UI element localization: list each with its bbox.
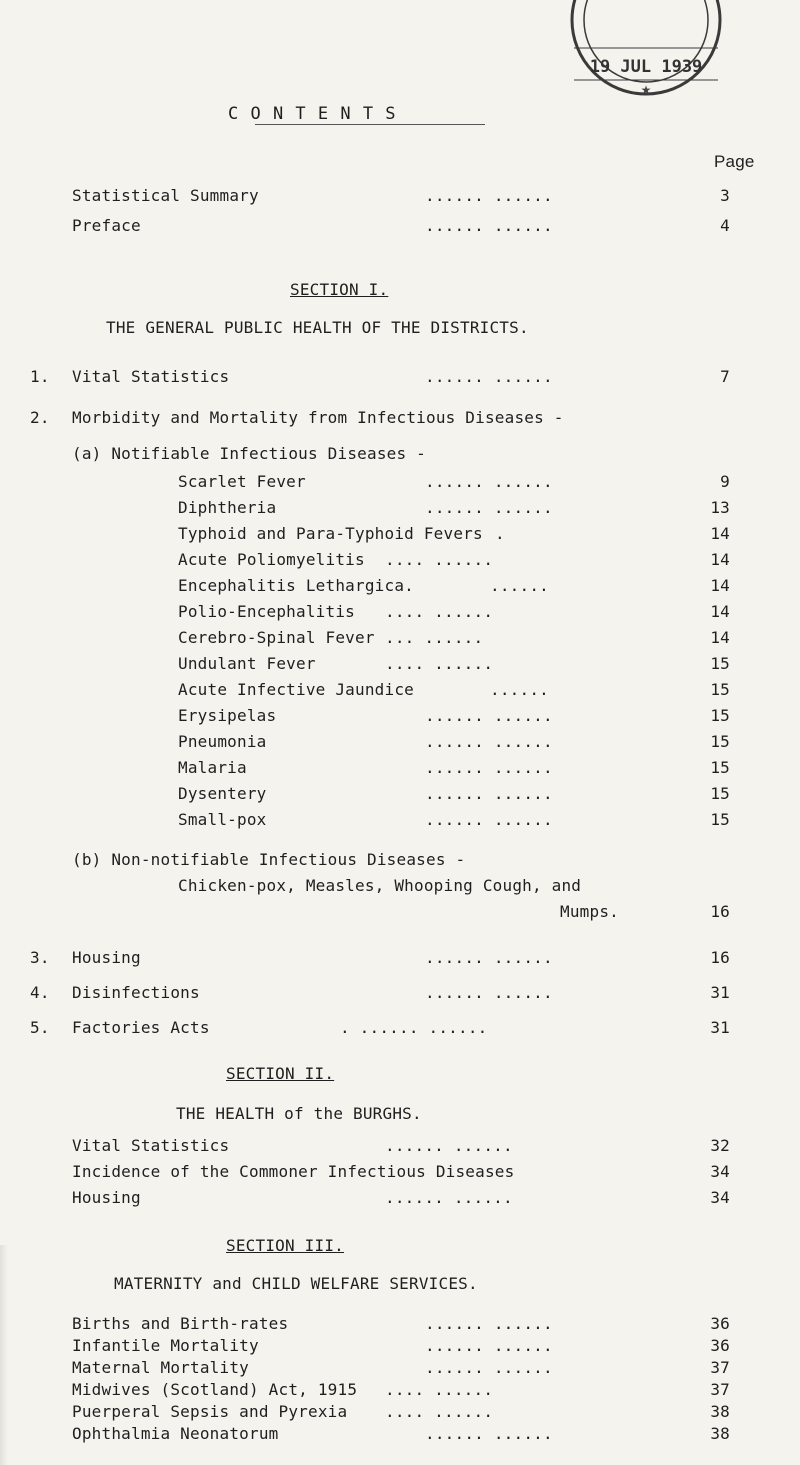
toc-page: 15	[710, 758, 730, 777]
item-number: 5.	[30, 1018, 50, 1037]
list-item: Acute Poliomyelitis	[178, 550, 365, 569]
toc-title-incidence: Incidence of the Commoner Infectious Diseases	[72, 1162, 515, 1181]
toc-title-burgh-housing: Housing	[72, 1188, 141, 1207]
toc-page: 15	[710, 706, 730, 725]
subsection-b-label: (b) Non-notifiable Infectious Diseases -	[72, 850, 466, 869]
list-item: Puerperal Sepsis and Pyrexia	[72, 1402, 348, 1421]
toc-dots: ...... ......	[425, 1314, 553, 1333]
list-item: Births and Birth-rates	[72, 1314, 289, 1333]
toc-title-morbidity: Morbidity and Mortality from Infectious Diseases -	[72, 408, 564, 427]
toc-dots: .... ......	[385, 550, 494, 569]
list-item: Typhoid and Para-Typhoid Fevers	[178, 524, 483, 543]
toc-dots: . ...... ......	[340, 1018, 488, 1037]
section-2-subtitle: THE HEALTH of the BURGHS.	[176, 1104, 422, 1123]
toc-title-vital-statistics: Vital Statistics	[72, 367, 230, 386]
toc-dots: ...... ......	[385, 1136, 513, 1155]
list-item: Small-pox	[178, 810, 267, 829]
toc-dots: .... ......	[385, 1402, 494, 1421]
toc-dots: ...... ......	[425, 472, 553, 491]
toc-page: 38	[710, 1424, 730, 1443]
title-rule	[255, 124, 485, 125]
list-item: Undulant Fever	[178, 654, 316, 673]
toc-dots: .	[495, 524, 505, 543]
subsection-a-label: (a) Notifiable Infectious Diseases -	[72, 444, 426, 463]
list-item: Pneumonia	[178, 732, 267, 751]
toc-page: 14	[710, 602, 730, 621]
list-item: Malaria	[178, 758, 247, 777]
toc-dots: ...... ......	[425, 498, 553, 517]
toc-page: 34	[710, 1188, 730, 1207]
toc-title-disinfections: Disinfections	[72, 983, 200, 1002]
toc-title-statistical-summary: Statistical Summary	[72, 186, 259, 205]
toc-page: 4	[720, 216, 730, 235]
toc-page: 16	[710, 902, 730, 921]
section-1-heading: SECTION I.	[290, 280, 389, 299]
section-1-subtitle: THE GENERAL PUBLIC HEALTH OF THE DISTRICTS.	[106, 318, 529, 337]
section-2-heading: SECTION II.	[226, 1064, 335, 1083]
toc-page: 9	[720, 472, 730, 491]
toc-page: 15	[710, 654, 730, 673]
toc-page: 15	[710, 732, 730, 751]
toc-dots: ......	[490, 576, 549, 595]
stamp-text: 19 JUL 1939	[589, 57, 703, 77]
toc-dots: ...... ......	[425, 1424, 553, 1443]
page-edge-shadow	[0, 1245, 8, 1465]
toc-page: 14	[710, 576, 730, 595]
list-item: Encephalitis Lethargica.	[178, 576, 414, 595]
toc-page: 16	[710, 948, 730, 967]
toc-dots: .... ......	[385, 1380, 494, 1399]
toc-title-burgh-vital-statistics: Vital Statistics	[72, 1136, 230, 1155]
toc-page: 13	[710, 498, 730, 517]
toc-page: 15	[710, 680, 730, 699]
list-item: Erysipelas	[178, 706, 277, 725]
toc-page: 14	[710, 524, 730, 543]
toc-page: 37	[710, 1358, 730, 1377]
toc-dots: ...... ......	[425, 810, 553, 829]
toc-page: 7	[720, 367, 730, 386]
toc-dots: ...... ......	[425, 706, 553, 725]
toc-page: 32	[710, 1136, 730, 1155]
toc-page: 36	[710, 1314, 730, 1333]
section-3-subtitle: MATERNITY and CHILD WELFARE SERVICES.	[114, 1274, 478, 1293]
list-item: Diphtheria	[178, 498, 277, 517]
item-number: 3.	[30, 948, 50, 967]
svg-text:★: ★	[640, 83, 652, 96]
toc-dots: ...... ......	[425, 1336, 553, 1355]
toc-page: 15	[710, 810, 730, 829]
list-item: Cerebro-Spinal Fever	[178, 628, 375, 647]
item-number: 1.	[30, 367, 50, 386]
toc-dots: ...... ......	[425, 948, 553, 967]
toc-dots: ... ......	[385, 628, 484, 647]
toc-page: 14	[710, 628, 730, 647]
page-column-label: Page	[714, 152, 755, 171]
section-3-heading: SECTION III.	[226, 1236, 344, 1255]
list-item: Acute Infective Jaundice	[178, 680, 414, 699]
toc-page: 34	[710, 1162, 730, 1181]
toc-dots: ...... ......	[425, 367, 553, 386]
toc-dots: .... ......	[385, 654, 494, 673]
toc-page: 38	[710, 1402, 730, 1421]
list-item: Scarlet Fever	[178, 472, 306, 491]
toc-dots: ...... ......	[425, 758, 553, 777]
toc-page: 37	[710, 1380, 730, 1399]
list-item: Polio-Encephalitis	[178, 602, 355, 621]
list-item: Infantile Mortality	[72, 1336, 259, 1355]
toc-page: 15	[710, 784, 730, 803]
contents-title: C O N T E N T S	[228, 104, 397, 124]
item-number: 2.	[30, 408, 50, 427]
list-item: Midwives (Scotland) Act, 1915	[72, 1380, 358, 1399]
toc-dots: ...... ......	[425, 983, 553, 1002]
toc-page: 36	[710, 1336, 730, 1355]
toc-title-preface: Preface	[72, 216, 141, 235]
list-item: Ophthalmia Neonatorum	[72, 1424, 279, 1443]
toc-dots: ...... ......	[425, 216, 553, 235]
toc-page: 31	[710, 1018, 730, 1037]
toc-page: 14	[710, 550, 730, 569]
toc-dots: ...... ......	[425, 1358, 553, 1377]
subsection-b-diseases-cont: Mumps.	[560, 902, 619, 921]
list-item: Dysentery	[178, 784, 267, 803]
toc-dots: ...... ......	[425, 784, 553, 803]
subsection-b-diseases: Chicken-pox, Measles, Whooping Cough, and	[178, 876, 582, 895]
item-number: 4.	[30, 983, 50, 1002]
toc-dots: ...... ......	[425, 186, 553, 205]
toc-dots: ...... ......	[385, 1188, 513, 1207]
library-stamp	[560, 0, 732, 96]
toc-page: 3	[720, 186, 730, 205]
toc-title-factories-acts: Factories Acts	[72, 1018, 210, 1037]
list-item: Maternal Mortality	[72, 1358, 249, 1377]
toc-dots: ...... ......	[425, 732, 553, 751]
toc-dots: .... ......	[385, 602, 494, 621]
toc-dots: ......	[490, 680, 549, 699]
toc-title-housing: Housing	[72, 948, 141, 967]
toc-page: 31	[710, 983, 730, 1002]
